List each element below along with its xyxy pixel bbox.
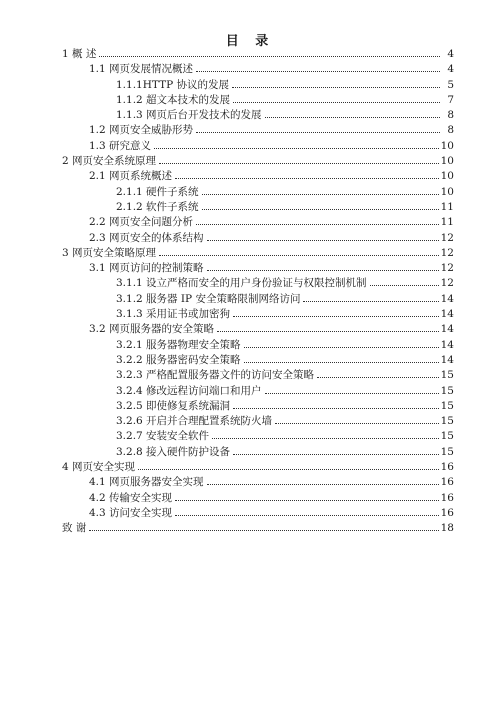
toc-entry-page-number: 16 — [440, 461, 454, 474]
toc-dot-leader — [207, 483, 439, 485]
toc-entry-page-number: 14 — [440, 353, 454, 366]
toc-entry-level-3[interactable] — [62, 276, 454, 291]
toc-dot-leader — [370, 284, 439, 286]
toc-dot-leader — [138, 468, 439, 470]
toc-entry-level-1[interactable] — [62, 246, 454, 261]
toc-entry-page-number: 4 — [447, 63, 454, 76]
toc-dot-leader — [175, 514, 439, 516]
toc-entry-level-2[interactable] — [62, 231, 454, 246]
toc-entry-page-number: 16 — [440, 491, 454, 504]
toc-entry-title: 2.1 网页系统概述 — [89, 170, 173, 183]
toc-entry-level-2[interactable] — [62, 139, 454, 154]
toc-entry-page-number: 14 — [440, 292, 454, 305]
toc-entry-page-number: 12 — [440, 277, 454, 290]
toc-entry-page-number: 8 — [447, 109, 454, 122]
toc-entry-title: 2 网页安全系统原理 — [62, 155, 157, 168]
toc-entry-page-number: 15 — [440, 445, 454, 458]
toc-dot-leader — [303, 300, 438, 302]
toc-entry-title: 3.2.8 接入硬件防护设备 — [116, 445, 231, 458]
toc-entry-page-number: 15 — [440, 399, 454, 412]
toc-entry-page-number: 12 — [440, 262, 454, 275]
toc-dot-leader — [233, 101, 440, 103]
toc-entry-title: 2.1.2 软件子系统 — [116, 200, 199, 213]
toc-entry-level-3[interactable] — [62, 200, 454, 215]
toc-entry-title: 1.1 网页发展情况概述 — [89, 63, 194, 76]
toc-entry-page-number: 15 — [440, 430, 454, 443]
toc-entry-title: 2.3 网页安全的体系结构 — [89, 231, 204, 244]
toc-entry-level-3[interactable] — [62, 429, 454, 444]
toc-dot-leader — [265, 392, 439, 394]
toc-entry-page-number: 14 — [440, 338, 454, 351]
toc-entry-level-3[interactable] — [62, 93, 454, 108]
toc-dot-leader — [196, 223, 439, 225]
toc-entry-title: 1.1.3 网页后台开发技术的发展 — [116, 109, 262, 122]
toc-entry-title: 3.2.5 即使修复系统漏洞 — [116, 399, 231, 412]
toc-entry-title: 4 网页安全实现 — [62, 461, 136, 474]
toc-dot-leader — [175, 499, 439, 501]
toc-dot-leader — [217, 330, 439, 332]
toc-entry-page-number: 18 — [440, 522, 454, 535]
toc-entry-level-3[interactable] — [62, 384, 454, 399]
toc-entry-level-3[interactable] — [62, 399, 454, 414]
toc-dot-leader — [244, 346, 439, 348]
toc-entry-level-1[interactable] — [62, 154, 454, 169]
toc-entry-title: 1.2 网页安全威胁形势 — [89, 124, 194, 137]
toc-entry-level-3[interactable] — [62, 445, 454, 460]
toc-entry-title: 3.1.3 采用证书或加密狗 — [116, 308, 231, 321]
toc-list — [62, 47, 454, 537]
toc-entry-title: 3.2.2 服务器密码安全策略 — [116, 353, 241, 366]
toc-entry-level-2[interactable] — [62, 169, 454, 184]
toc-entry-level-1[interactable] — [62, 47, 454, 62]
toc-entry-page-number: 10 — [440, 185, 454, 198]
toc-entry-page-number: 12 — [440, 231, 454, 244]
toc-entry-page-number: 10 — [440, 155, 454, 168]
toc-entry-level-2[interactable] — [62, 123, 454, 138]
toc-entry-level-3[interactable] — [62, 338, 454, 353]
toc-entry-page-number: 16 — [440, 476, 454, 489]
toc-entry-level-3[interactable] — [62, 78, 454, 93]
toc-entry-page-number: 15 — [440, 415, 454, 428]
toc-entry-page-number: 10 — [440, 170, 454, 183]
toc-dot-leader — [207, 239, 439, 241]
toc-entry-page-number: 7 — [447, 93, 454, 106]
toc-entry-title: 3.2.3 严格配置服务器文件的访问安全策略 — [116, 369, 315, 382]
toc-entry-title: 3 网页安全策略原理 — [62, 246, 157, 259]
toc-entry-page-number: 15 — [440, 369, 454, 382]
toc-entry-title: 2.2 网页安全问题分析 — [89, 216, 194, 229]
toc-entry-level-2[interactable] — [62, 215, 454, 230]
toc-entry-page-number: 8 — [447, 124, 454, 137]
toc-entry-title: 3.1.2 服务器 IP 安全策略限制网络访问 — [116, 292, 301, 305]
toc-entry-level-3[interactable] — [62, 185, 454, 200]
toc-dot-leader — [196, 70, 440, 72]
toc-dot-leader — [207, 269, 439, 271]
toc-entry-level-2[interactable] — [62, 475, 454, 490]
toc-dot-leader — [233, 407, 439, 409]
toc-entry-level-2[interactable] — [62, 261, 454, 276]
toc-dot-leader — [154, 147, 439, 149]
toc-dot-leader — [232, 86, 440, 88]
toc-entry-title: 4.2 传输安全实现 — [89, 491, 173, 504]
toc-entry-level-3[interactable] — [62, 108, 454, 123]
toc-dot-leader — [244, 361, 439, 363]
toc-entry-level-1[interactable] — [62, 521, 454, 536]
toc-entry-title: 3.2.7 安装安全软件 — [116, 430, 210, 443]
toc-dot-leader — [233, 453, 439, 455]
toc-dot-leader — [99, 55, 440, 57]
toc-entry-title: 致 谢 — [62, 522, 87, 535]
toc-entry-title: 1.3 研究意义 — [89, 139, 152, 152]
toc-entry-title: 2.1.1 硬件子系统 — [116, 185, 199, 198]
toc-dot-leader — [89, 529, 438, 531]
toc-entry-level-1[interactable] — [62, 460, 454, 475]
toc-dot-leader — [212, 437, 439, 439]
toc-dot-leader — [202, 208, 439, 210]
toc-entry-title: 1 概 述 — [62, 48, 97, 60]
toc-entry-level-2[interactable] — [62, 322, 454, 337]
toc-entry-page-number: 11 — [440, 200, 454, 213]
toc-entry-page-number: 10 — [440, 139, 454, 152]
toc-dot-leader — [202, 193, 439, 195]
toc-entry-level-2[interactable] — [62, 62, 454, 77]
toc-dot-leader — [175, 177, 439, 179]
toc-entry-page-number: 11 — [440, 216, 454, 229]
toc-entry-level-3[interactable] — [62, 353, 454, 368]
toc-entry-level-2[interactable] — [62, 491, 454, 506]
toc-entry-page-number: 14 — [440, 308, 454, 321]
toc-entry-title: 3.2.1 服务器物理安全策略 — [116, 338, 241, 351]
toc-entry-title: 3.1.1 设立严格而安全的用户身份验证与权限控制机制 — [116, 277, 367, 290]
toc-entry-title: 3.1 网页访问的控制策略 — [89, 262, 204, 275]
toc-dot-leader — [317, 376, 439, 378]
toc-dot-leader — [275, 422, 439, 424]
toc-entry-page-number: 12 — [440, 246, 454, 259]
toc-entry-title: 4.3 访问安全实现 — [89, 506, 173, 519]
toc-dot-leader — [159, 254, 439, 256]
toc-entry-page-number: 5 — [447, 78, 454, 91]
toc-entry-title: 3.2 网页服务器的安全策略 — [89, 323, 215, 336]
toc-dot-leader — [159, 162, 439, 164]
toc-entry-level-2[interactable] — [62, 506, 454, 521]
toc-dot-leader — [196, 131, 440, 133]
toc-entry-title: 4.1 网页服务器安全实现 — [89, 476, 204, 489]
toc-entry-level-3[interactable] — [62, 307, 454, 322]
toc-entry-title: 1.1.2 超文本技术的发展 — [116, 93, 231, 106]
toc-entry-level-3[interactable] — [62, 292, 454, 307]
toc-entry-title: 3.2.6 开启并合理配置系统防火墙 — [116, 415, 273, 428]
toc-entry-level-3[interactable] — [62, 368, 454, 383]
toc-entry-title: 1.1.1HTTP 协议的发展 — [116, 78, 229, 91]
page-title: 目 录 — [225, 34, 275, 49]
toc-entry-level-3[interactable] — [62, 414, 454, 429]
toc-dot-leader — [233, 315, 439, 317]
toc-entry-page-number: 15 — [440, 384, 454, 397]
toc-entry-page-number: 4 — [447, 48, 454, 60]
toc-entry-page-number: 16 — [440, 506, 454, 519]
toc-dot-leader — [265, 116, 440, 118]
toc-entry-title: 3.2.4 修改远程访问端口和用户 — [116, 384, 262, 397]
toc-entry-page-number: 14 — [440, 323, 454, 336]
